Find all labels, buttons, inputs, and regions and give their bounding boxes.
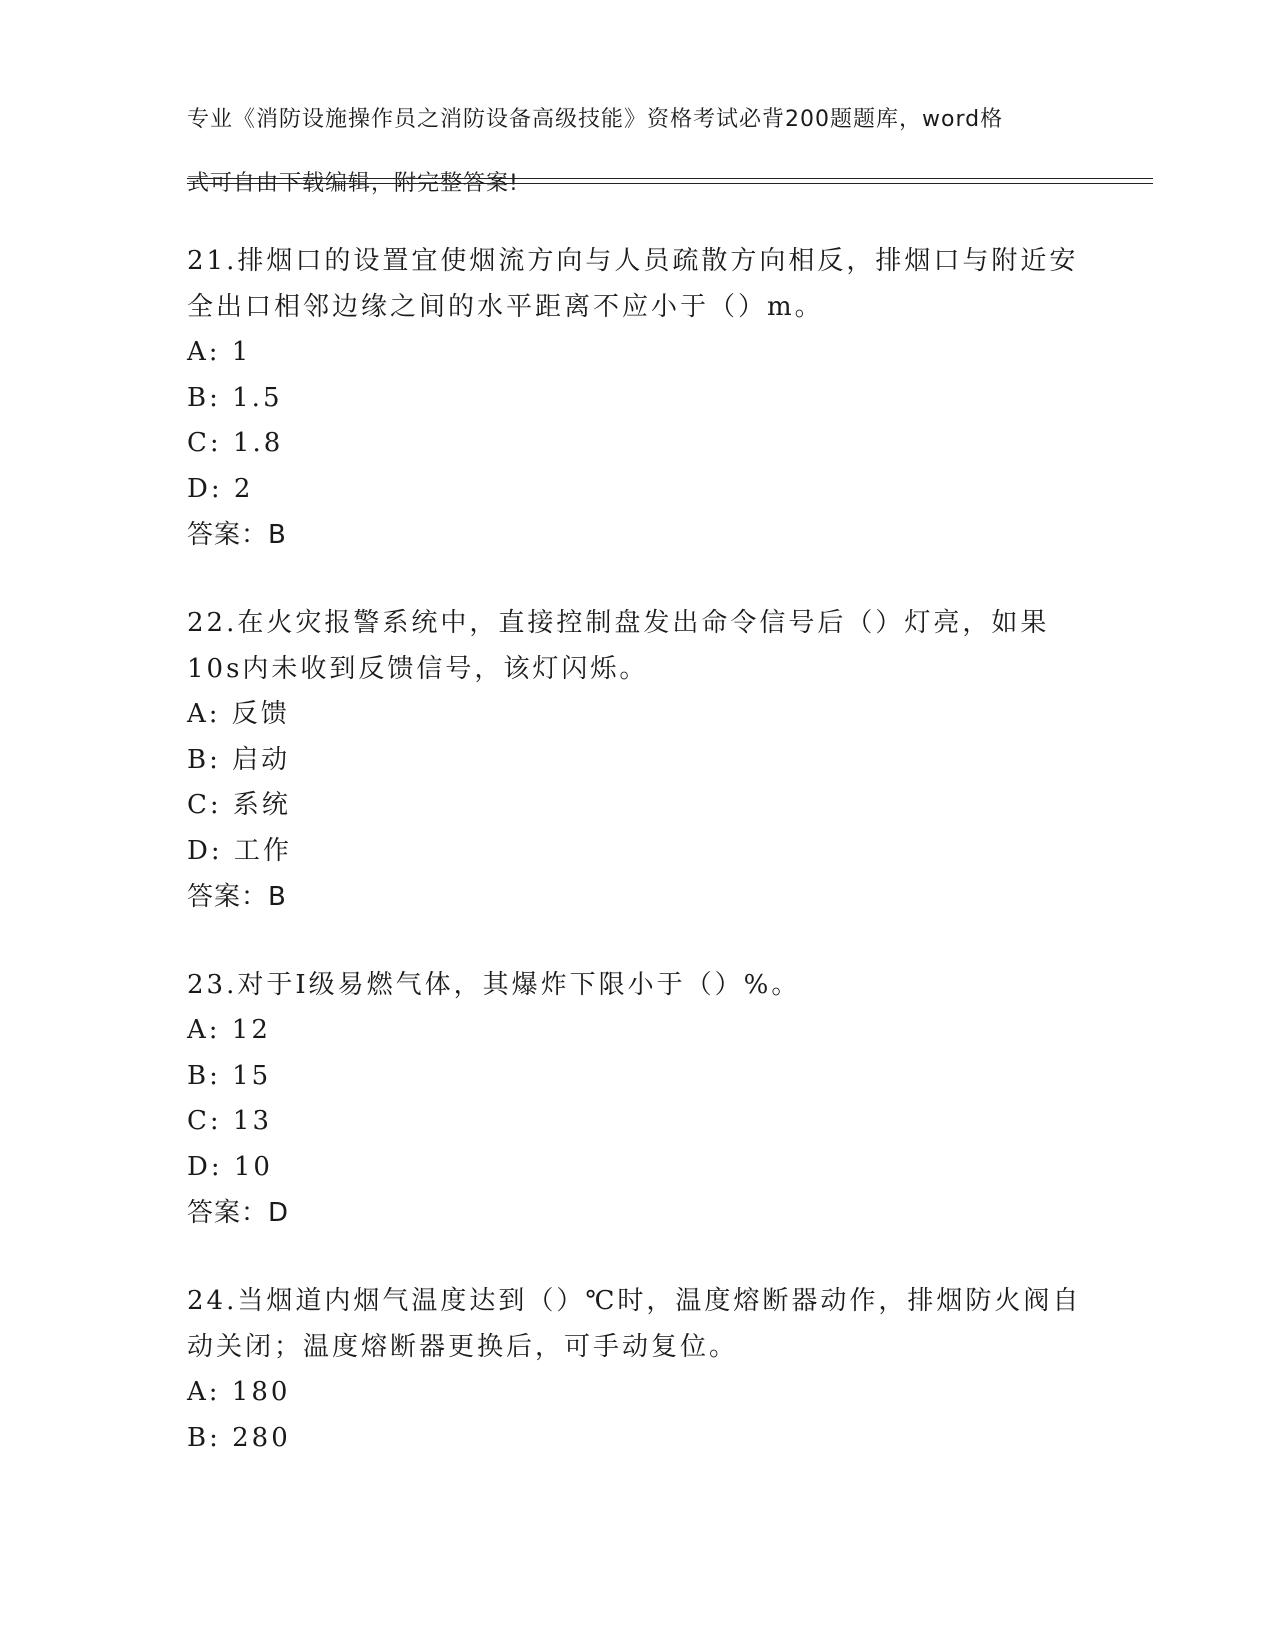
- question-list: [187, 238, 1087, 1503]
- question-stem: 21.排烟口的设置宜使烟流方向与人员疏散方向相反，排烟口与附近安 全出口相邻边缘之间的水平距离不应小于（）m。: [187, 246, 1079, 322]
- option-c: C: 系统: [187, 790, 291, 820]
- option-c: C: 13: [187, 1106, 273, 1136]
- question-22: [187, 600, 1087, 920]
- option-d: D: 工作: [187, 835, 292, 866]
- option-b: B: 15: [187, 1060, 272, 1091]
- answer-label: 答案：D: [187, 1198, 290, 1228]
- header-divider-bottom: [187, 183, 1153, 184]
- question-23: [187, 962, 1087, 1236]
- option-b: B: 启动: [187, 744, 291, 775]
- option-a: A: 180: [187, 1377, 291, 1407]
- answer-label: 答案：B: [187, 520, 287, 550]
- question-stem: 22.在火灾报警系统中，直接控制盘发出命令信号后（）灯亮，如果 10s内未收到反馈信号，该灯闪烁。: [187, 608, 1050, 684]
- document-header: [187, 72, 1067, 232]
- question-stem: 23.对于Ⅰ级易燃气体，其爆炸下限小于（）%。: [187, 970, 801, 1000]
- option-d: D: 2: [187, 473, 254, 504]
- option-b: B: 280: [187, 1422, 291, 1453]
- header-divider-top: [187, 178, 1153, 179]
- question-stem: 24.当烟道内烟气温度达到（）℃时，温度熔断器动作，排烟防火阀自 动关闭；温度熔断器更换后，可手动复位。: [187, 1286, 1082, 1362]
- answer-label: 答案：B: [187, 882, 287, 912]
- question-21: [187, 238, 1087, 558]
- option-a: A: 反馈: [187, 699, 290, 729]
- option-b: B: 1.5: [187, 382, 283, 413]
- question-24: [187, 1278, 1087, 1461]
- option-a: A: 1: [187, 337, 252, 367]
- option-a: A: 12: [187, 1015, 271, 1045]
- header-line-1: 专业《消防设施操作员之消防设备高级技能》资格考试必背200题题库，word格: [187, 107, 1004, 132]
- header-line-2: 式可自由下载编辑，附完整答案!: [187, 171, 519, 196]
- option-d: D: 10: [187, 1151, 273, 1182]
- option-c: C: 1.8: [187, 428, 284, 458]
